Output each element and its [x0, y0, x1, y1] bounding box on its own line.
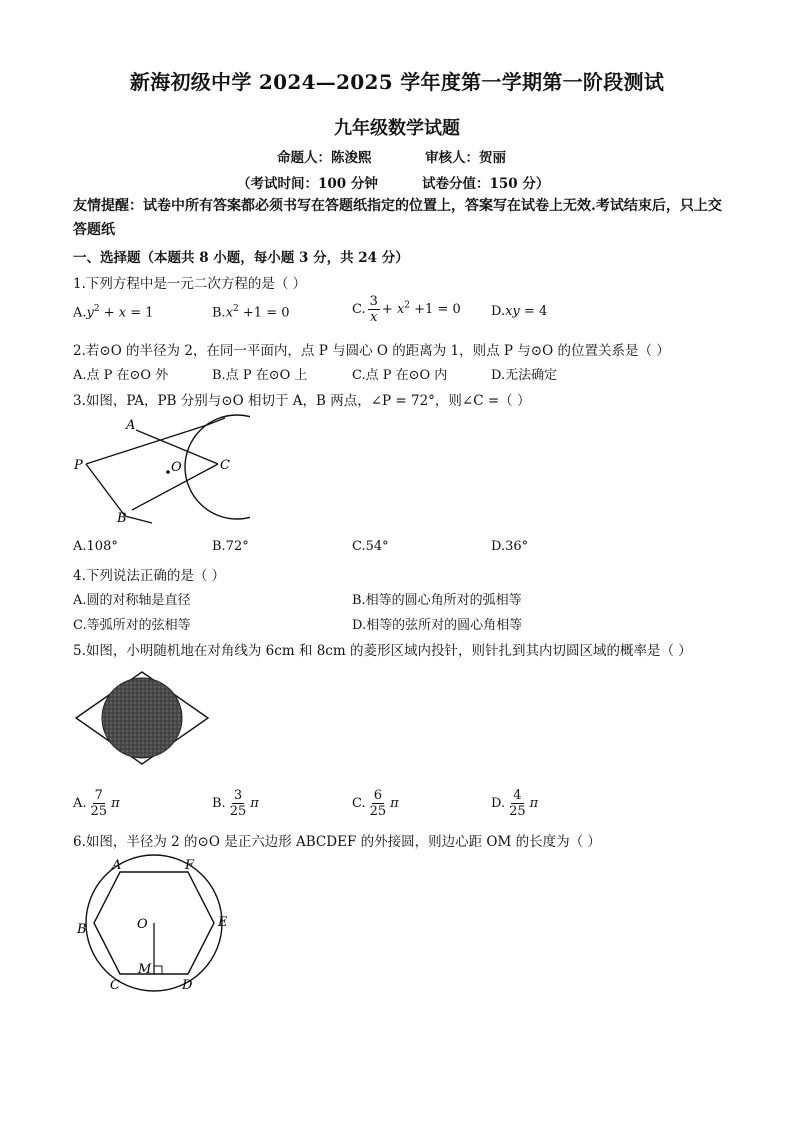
q3-option-b: B.72°: [212, 539, 249, 554]
q1-option-b: $B.x^2 +1 = 0$: [212, 304, 290, 321]
q3-label-o: O: [171, 460, 182, 475]
time-label: （考试时间：100 分钟: [237, 176, 378, 192]
q6-right-angle-mark: [154, 966, 162, 974]
q6-hexagon-figure: [72, 852, 242, 998]
reviewer-label: 审核人：贺丽: [425, 150, 506, 166]
q3-tangent-pb: [86, 464, 125, 516]
score-label: 试卷分值：150 分）: [422, 176, 550, 192]
q1-option-c: C. $\frac{3}{x}$ + $x^2 +1 = 0$: [352, 294, 461, 325]
exam-subtitle: 九年级数学试题: [334, 118, 460, 139]
q4-option-c: C.等弧所对的弦相等: [73, 618, 191, 633]
q1-option-d: D.xy = 4: [491, 304, 548, 319]
q5-inscribed-circle: [102, 678, 182, 758]
q3-label-a: A: [126, 418, 136, 433]
q5-option-c: C. $\frac{6}{25}$ π: [352, 788, 399, 819]
q2-stem: 2.若⊙O 的半径为 2，在同一平面内，点 P 与圆心 O 的距离为 1，则点 P 与⊙O 的位置关系是（ ）: [73, 343, 670, 359]
q3-option-a: A.108°: [73, 539, 118, 554]
q6-label-c: C: [110, 978, 120, 993]
q3-option-c: C.54°: [352, 539, 389, 554]
q3-circle: [185, 415, 250, 519]
q1-option-a: $A.y^2 + x = 1$: [73, 304, 154, 321]
q2-option-d: D.无法确定: [491, 368, 558, 383]
q3-label-c: C: [220, 458, 230, 473]
section-title: 一、选择题（本题共 8 小题，每小题 3 分，共 24 分）: [73, 250, 409, 266]
q2-option-c: C.点 P 在⊙O 内: [352, 368, 448, 383]
q4-option-a: A.圆的对称轴是直径: [73, 593, 191, 608]
q6-label-o: O: [137, 917, 148, 932]
q4-option-d: D.相等的弦所对的圆心角相等: [352, 618, 523, 633]
q6-stem: 6.如图，半径为 2 的⊙O 是正六边形 ABCDEF 的外接圆，则边心距 OM 的长度为（ ）: [73, 834, 601, 850]
q3-tangent-pa: [86, 425, 207, 464]
q6-label-e: E: [218, 915, 228, 930]
q3-option-d: D.36°: [491, 539, 529, 554]
q2-option-a: A.点 P 在⊙O 外: [73, 368, 169, 383]
q4-option-b: B.相等的圆心角所对的弧相等: [352, 593, 522, 608]
q6-label-d: D: [182, 978, 193, 993]
q6-label-a: A: [112, 858, 122, 873]
q5-option-b: B. $\frac{3}{25}$ π: [212, 788, 259, 819]
q2-option-b: B.点 P 在⊙O 上: [212, 368, 308, 383]
q5-stem: 5.如图，小明随机地在对角线为 6cm 和 8cm 的菱形区域内投针，则针扎到其内切圆区域的概率是（ ）: [73, 643, 692, 659]
q6-label-b: B: [77, 922, 87, 937]
q3-label-b: B: [117, 511, 127, 526]
exam-title: 新海初级中学 2024—2025 学年度第一学期第一阶段测试: [129, 70, 665, 94]
q5-rhombus-figure: [74, 670, 214, 766]
q5-option-d: D. $\frac{4}{25}$ π: [491, 788, 539, 819]
q5-option-a: A. $\frac{7}{25}$ π: [73, 788, 120, 819]
q4-stem: 4.下列说法正确的是（ ）: [73, 568, 226, 584]
q3-tangent-figure: [70, 412, 250, 532]
author-label: 命题人：陈浚熙: [277, 150, 372, 166]
notice-text: 友情提醒：试卷中所有答案都必须书写在答题纸指定的位置上，答案写在试卷上无效.考试结束后，只上交答题纸: [73, 198, 722, 238]
q3-center-dot: [166, 470, 170, 474]
q3-label-p: P: [74, 458, 83, 473]
q6-label-f: F: [185, 858, 195, 873]
q3-stem: 3.如图，PA，PB 分别与⊙O 相切于 A，B 两点，∠P = 72°，则∠C =（ ）: [73, 393, 531, 409]
q1-stem: 1.下列方程中是一元二次方程的是（ ）: [73, 276, 307, 292]
q6-label-m: M: [138, 962, 152, 977]
